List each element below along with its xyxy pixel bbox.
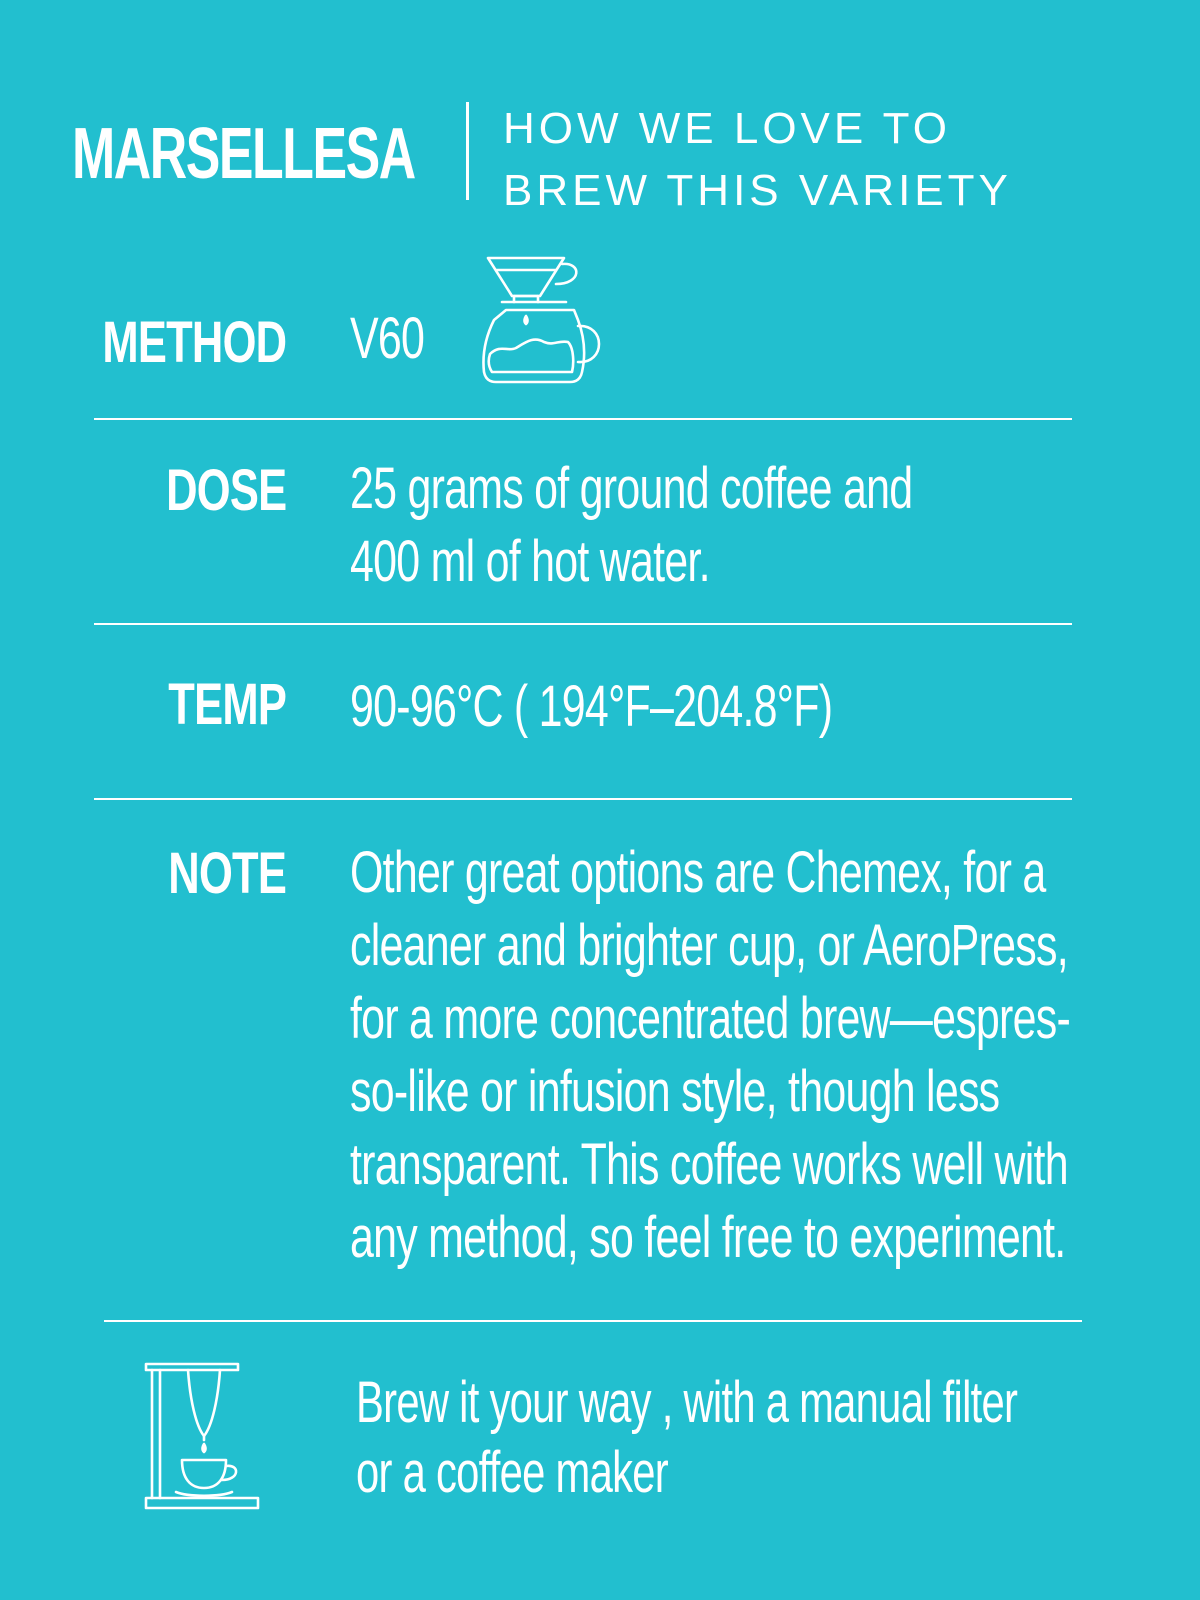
note-line: so-like or infusion style, though less: [350, 1059, 1000, 1124]
row-divider: [94, 623, 1072, 625]
method-value: V60: [350, 306, 425, 371]
title-divider: [466, 102, 469, 200]
dose-value: [350, 452, 1075, 598]
note-line: transparent. This coffee works well with: [350, 1132, 1068, 1197]
note-line: any method, so feel free to experiment.: [350, 1205, 1066, 1270]
row-divider: [94, 798, 1072, 800]
note-value: [350, 836, 1075, 1274]
dose-line: 400 ml of hot water.: [350, 529, 710, 594]
footer-line: or a coffee maker: [356, 1440, 668, 1505]
page-title: MARSELLESA: [72, 114, 415, 194]
coffee-maker-drip-icon: [142, 1360, 264, 1512]
temp-value: 90-96°C ( 194°F–204.8°F): [350, 674, 833, 739]
subtitle-line: BREW THIS VARIETY: [503, 166, 1012, 215]
subtitle-line: HOW WE LOVE TO: [503, 104, 951, 153]
note-line: for a more concentrated brew—espres-: [350, 986, 1071, 1051]
temp-label: TEMP: [168, 672, 286, 737]
footer-line: Brew it your way , with a manual filter: [356, 1370, 1018, 1435]
v60-pour-over-icon: [478, 254, 606, 396]
dose-line: 25 grams of ground coffee and: [350, 456, 913, 521]
footer-text: [356, 1368, 1047, 1508]
note-label: NOTE: [168, 841, 286, 906]
note-line: Other great options are Chemex, for a: [350, 840, 1046, 905]
note-line: cleaner and brighter cup, or AeroPress,: [350, 913, 1068, 978]
dose-label: DOSE: [165, 458, 286, 523]
method-label: METHOD: [102, 310, 286, 375]
row-divider: [94, 418, 1072, 420]
page-subtitle: [503, 98, 1012, 222]
row-divider: [104, 1320, 1082, 1322]
